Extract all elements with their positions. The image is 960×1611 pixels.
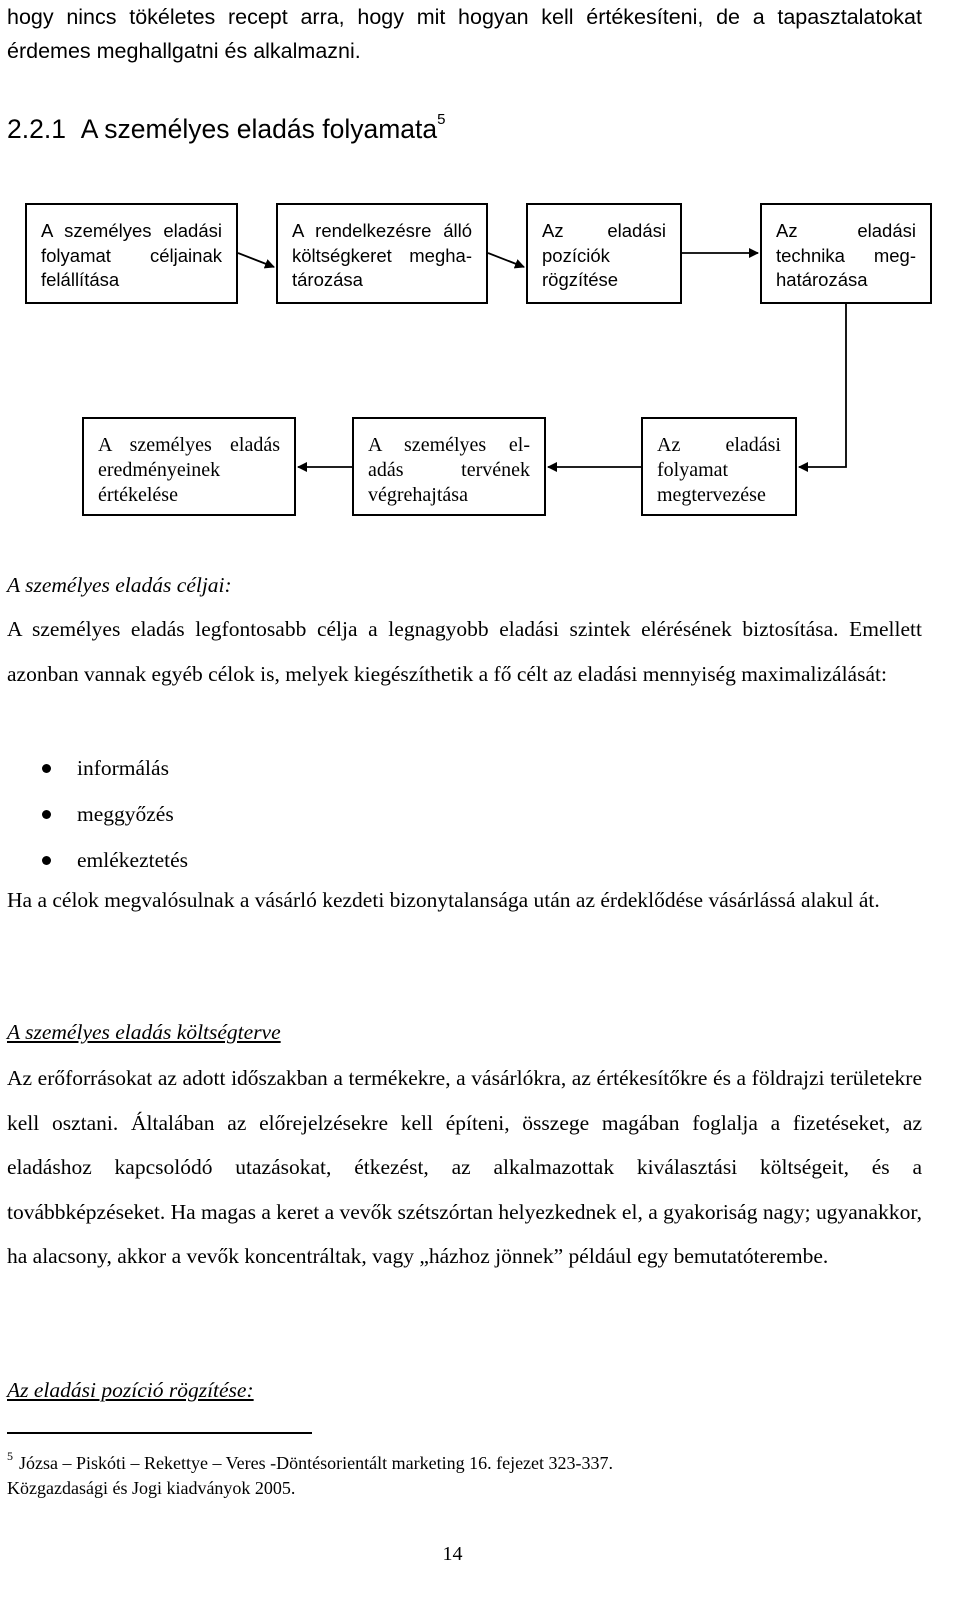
flow-box-2-line: A rendelkezésre álló [292, 220, 472, 241]
footnote-rule [7, 1432, 312, 1434]
footnote-number: 5 [7, 1449, 13, 1463]
flow-box-7-line: értékelése [98, 484, 178, 506]
goal-list [42, 745, 188, 883]
flow-box-3-line: Az eladási [542, 220, 666, 241]
flow-box-7-line: eredményeinek [98, 459, 221, 481]
subheading-koltsegterve: A személyes eladás költségterve [7, 1020, 281, 1044]
paragraph-celjai-2: Ha a célok megvalósulnak a vásárló kezdeti bizonytalansága után az érdeklődése vásárlássá alakul át. [7, 888, 880, 912]
flow-box-3 [526, 203, 682, 304]
flow-box-5-line: megtervezése [657, 484, 766, 506]
flow-box-6 [352, 417, 546, 516]
flow-box-6-line: A személyes el- [368, 434, 530, 456]
flow-box-4-line: Az eladási [776, 220, 916, 241]
flow-box-1-line: folyamat céljainak [41, 244, 222, 266]
list-item [42, 837, 188, 883]
bullet-icon [42, 810, 51, 819]
paragraph-koltsegterve: Az erőforrásokat az adott időszakban a termékekre, a vásárlókra, az értékesítőkre és a földrajzi területekre kell osztani. Általában az előrejelzésekre kell építeni, összege magában foglalja a fizetéseket, az eladáshoz kapcsolódó utazásokat, étkezést, az alkalmazottak kiválasztási költségeit, és a továbbképzéseket. Ha magas a keret a vevők szétszórtan helyezkednek el, a gyakoriság nagy; ugyanakkor, ha alacsony, akkor a vevők koncentráltak, vagy „házhoz jönnek” például egy bemutatóterembe. [7, 1066, 922, 1268]
flow-box-1-line: felállítása [41, 269, 120, 290]
footnote-line: Közgazdasági és Jogi kiadványok 2005. [7, 1478, 296, 1498]
arrow-1-2 [238, 253, 274, 267]
flow-box-2 [276, 203, 488, 304]
flow-box-7 [82, 417, 296, 516]
arrow-2-3 [488, 253, 524, 267]
flow-box-7-line: A személyes eladás [98, 434, 280, 456]
flow-box-5 [641, 417, 797, 516]
page-number: 14 [442, 1543, 463, 1565]
flow-box-2-line: tározása [292, 269, 363, 290]
flow-box-3-line: pozíciók [542, 244, 610, 266]
section-title: A személyes eladás folyamata [80, 113, 438, 144]
intro-paragraph: hogy nincs tökéletes recept arra, hogy mit hogyan kell értékesíteni, de a tapasztalatokat érdemes meghallgatni és alkalmazni. [7, 5, 922, 63]
list-item [42, 745, 188, 791]
subheading-pozicio: Az eladási pozíció rögzítése: [7, 1378, 254, 1402]
flow-box-6-line: adás tervének [368, 459, 530, 481]
subheading-celjai: A személyes eladás céljai: [7, 573, 232, 597]
bullet-icon [42, 764, 51, 773]
flow-box-4-line: határozása [776, 269, 868, 290]
paragraph-celjai: A személyes eladás legfontosabb célja a legnagyobb eladási szintek elérésének biztosítása. Emellett azonban vannak egyéb célok is, melyek kiegészíthetik a fő célt az eladási mennyiség maximalizálását: [7, 617, 922, 686]
flow-box-5-line: folyamat [657, 459, 729, 481]
flow-box-4-line: technika meg- [776, 244, 916, 266]
flow-box-4 [760, 203, 932, 304]
flow-box-5-line: Az eladási [657, 434, 781, 456]
list-item-text: informálás [77, 755, 169, 780]
flow-box-3-line: rögzítése [542, 269, 619, 290]
flow-box-1-line: A személyes eladási [41, 220, 222, 241]
flow-box-6-line: végrehajtása [368, 484, 468, 506]
section-number: 2.2.1 [7, 113, 66, 144]
footnote-line: Józsa – Piskóti – Rekettye – Veres -Döntésorientált marketing 16. fejezet 323-337. [19, 1453, 614, 1473]
list-item-text: emlékeztetés [77, 847, 189, 872]
flow-box-1 [25, 203, 238, 304]
list-item [42, 791, 188, 837]
flow-box-2-line: költségkeret megha- [292, 244, 472, 266]
bullet-icon [42, 856, 51, 865]
footnote [7, 1446, 613, 1501]
arrow-4-5 [799, 304, 846, 467]
list-item-text: meggyőzés [77, 801, 174, 826]
footnote-ref: 5 [437, 111, 446, 128]
